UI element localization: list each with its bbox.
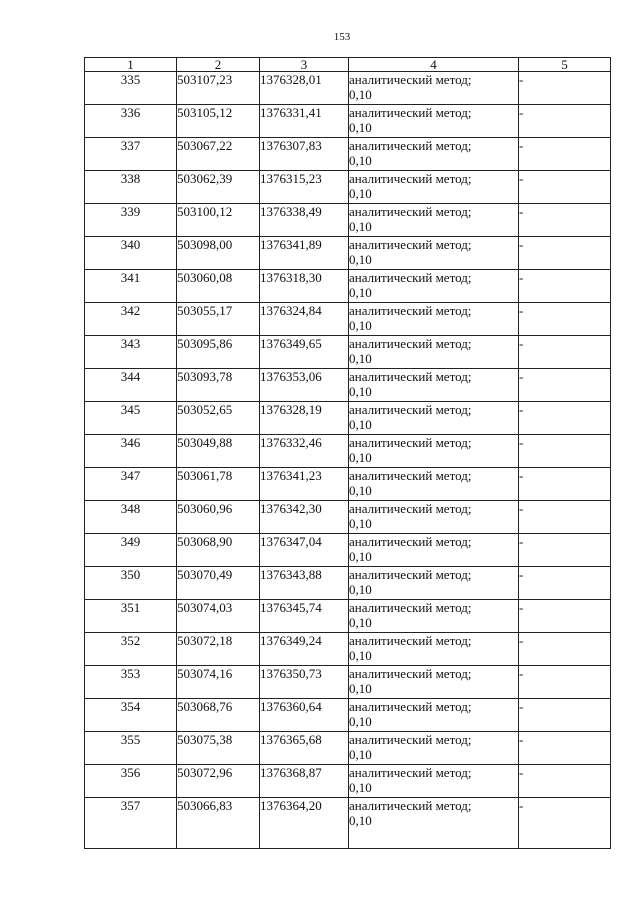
point-number-cell: 353 [85,666,177,699]
accuracy-text: 0,10 [349,285,372,300]
table-body [85,72,611,849]
method-text: аналитический метод; [349,732,472,747]
point-number-cell: 335 [85,72,177,105]
accuracy-text: 0,10 [349,549,372,564]
accuracy-text: 0,10 [349,153,372,168]
table-row [85,336,611,369]
note-cell: - [519,138,611,171]
table-row [85,567,611,600]
y-coordinate-cell: 1376324,84 [260,303,349,336]
y-coordinate-cell: 1376368,87 [260,765,349,798]
accuracy-text: 0,10 [349,219,372,234]
accuracy-text: 0,10 [349,384,372,399]
point-number-cell: 336 [85,105,177,138]
method-cell [349,204,519,237]
table-row [85,765,611,798]
table-row [85,600,611,633]
x-coordinate-cell: 503062,39 [177,171,260,204]
table-row [85,468,611,501]
x-coordinate-cell: 503061,78 [177,468,260,501]
point-number-cell: 346 [85,435,177,468]
y-coordinate-cell: 1376331,41 [260,105,349,138]
y-coordinate-cell: 1376341,89 [260,237,349,270]
method-text: аналитический метод; [349,105,472,120]
y-coordinate-cell: 1376338,49 [260,204,349,237]
accuracy-text: 0,10 [349,648,372,663]
method-text: аналитический метод; [349,501,472,516]
method-text: аналитический метод; [349,369,472,384]
method-cell [349,468,519,501]
point-number-cell: 341 [85,270,177,303]
note-cell: - [519,633,611,666]
point-number-cell: 352 [85,633,177,666]
y-coordinate-cell: 1376328,01 [260,72,349,105]
y-coordinate-cell: 1376315,23 [260,171,349,204]
accuracy-text: 0,10 [349,87,372,102]
method-text: аналитический метод; [349,336,472,351]
y-coordinate-cell: 1376349,24 [260,633,349,666]
y-coordinate-cell: 1376365,68 [260,732,349,765]
x-coordinate-cell: 503060,08 [177,270,260,303]
y-coordinate-cell: 1376328,19 [260,402,349,435]
method-cell [349,237,519,270]
note-cell: - [519,765,611,798]
method-cell [349,435,519,468]
method-text: аналитический метод; [349,567,472,582]
table-row [85,171,611,204]
note-cell: - [519,732,611,765]
x-coordinate-cell: 503107,23 [177,72,260,105]
method-text: аналитический метод; [349,402,472,417]
method-cell [349,336,519,369]
table-row [85,204,611,237]
note-cell: - [519,105,611,138]
point-number-cell: 340 [85,237,177,270]
note-cell: - [519,303,611,336]
accuracy-text: 0,10 [349,714,372,729]
y-coordinate-cell: 1376332,46 [260,435,349,468]
method-text: аналитический метод; [349,171,472,186]
table-row [85,732,611,765]
accuracy-text: 0,10 [349,681,372,696]
x-coordinate-cell: 503095,86 [177,336,260,369]
point-number-cell: 337 [85,138,177,171]
method-text: аналитический метод; [349,666,472,681]
x-coordinate-cell: 503074,16 [177,666,260,699]
column-header: 5 [519,58,611,72]
point-number-cell: 356 [85,765,177,798]
table-row [85,237,611,270]
point-number-cell: 345 [85,402,177,435]
point-number-cell: 357 [85,798,177,849]
x-coordinate-cell: 503070,49 [177,567,260,600]
note-cell: - [519,336,611,369]
note-cell: - [519,171,611,204]
note-cell: - [519,534,611,567]
x-coordinate-cell: 503055,17 [177,303,260,336]
y-coordinate-cell: 1376364,20 [260,798,349,849]
method-text: аналитический метод; [349,468,472,483]
x-coordinate-cell: 503066,83 [177,798,260,849]
x-coordinate-cell: 503049,88 [177,435,260,468]
point-number-cell: 348 [85,501,177,534]
method-cell [349,600,519,633]
method-text: аналитический метод; [349,72,472,87]
column-header: 2 [177,58,260,72]
table-header-row [85,58,611,72]
accuracy-text: 0,10 [349,483,372,498]
method-cell [349,534,519,567]
table-row [85,270,611,303]
accuracy-text: 0,10 [349,318,372,333]
x-coordinate-cell: 503072,96 [177,765,260,798]
method-text: аналитический метод; [349,435,472,450]
y-coordinate-cell: 1376345,74 [260,600,349,633]
table-row [85,666,611,699]
note-cell: - [519,369,611,402]
point-number-cell: 350 [85,567,177,600]
accuracy-text: 0,10 [349,813,372,828]
method-cell [349,270,519,303]
y-coordinate-cell: 1376341,23 [260,468,349,501]
table-row [85,435,611,468]
method-text: аналитический метод; [349,534,472,549]
method-text: аналитический метод; [349,765,472,780]
point-number-cell: 338 [85,171,177,204]
method-text: аналитический метод; [349,270,472,285]
x-coordinate-cell: 503052,65 [177,402,260,435]
method-cell [349,369,519,402]
note-cell: - [519,237,611,270]
x-coordinate-cell: 503105,12 [177,105,260,138]
table-row [85,633,611,666]
x-coordinate-cell: 503060,96 [177,501,260,534]
table-row [85,699,611,732]
method-cell [349,501,519,534]
note-cell: - [519,666,611,699]
note-cell: - [519,600,611,633]
y-coordinate-cell: 1376347,04 [260,534,349,567]
note-cell: - [519,270,611,303]
x-coordinate-cell: 503068,76 [177,699,260,732]
note-cell: - [519,204,611,237]
method-cell [349,732,519,765]
table-row [85,138,611,171]
accuracy-text: 0,10 [349,417,372,432]
method-cell [349,72,519,105]
accuracy-text: 0,10 [349,615,372,630]
note-cell: - [519,501,611,534]
accuracy-text: 0,10 [349,351,372,366]
accuracy-text: 0,10 [349,186,372,201]
column-header: 4 [349,58,519,72]
table-row [85,105,611,138]
note-cell: - [519,468,611,501]
accuracy-text: 0,10 [349,450,372,465]
method-cell [349,402,519,435]
x-coordinate-cell: 503075,38 [177,732,260,765]
note-cell: - [519,699,611,732]
point-number-cell: 349 [85,534,177,567]
y-coordinate-cell: 1376360,64 [260,699,349,732]
point-number-cell: 339 [85,204,177,237]
accuracy-text: 0,10 [349,747,372,762]
y-coordinate-cell: 1376350,73 [260,666,349,699]
point-number-cell: 354 [85,699,177,732]
method-cell [349,633,519,666]
note-cell: - [519,72,611,105]
method-text: аналитический метод; [349,600,472,615]
point-number-cell: 343 [85,336,177,369]
method-cell [349,303,519,336]
note-cell: - [519,567,611,600]
method-cell [349,666,519,699]
method-text: аналитический метод; [349,303,472,318]
x-coordinate-cell: 503093,78 [177,369,260,402]
point-number-cell: 347 [85,468,177,501]
accuracy-text: 0,10 [349,516,372,531]
point-number-cell: 342 [85,303,177,336]
y-coordinate-cell: 1376318,30 [260,270,349,303]
point-number-cell: 351 [85,600,177,633]
note-cell: - [519,798,611,849]
table-row [85,402,611,435]
method-text: аналитический метод; [349,699,472,714]
method-text: аналитический метод; [349,798,472,813]
table-row [85,501,611,534]
x-coordinate-cell: 503100,12 [177,204,260,237]
point-number-cell: 355 [85,732,177,765]
accuracy-text: 0,10 [349,120,372,135]
method-text: аналитический метод; [349,633,472,648]
method-cell [349,567,519,600]
table-row [85,798,611,849]
method-cell [349,699,519,732]
y-coordinate-cell: 1376349,65 [260,336,349,369]
x-coordinate-cell: 503072,18 [177,633,260,666]
y-coordinate-cell: 1376343,88 [260,567,349,600]
x-coordinate-cell: 503098,00 [177,237,260,270]
page-number: 153 [333,31,351,43]
y-coordinate-cell: 1376353,06 [260,369,349,402]
table-row [85,369,611,402]
accuracy-text: 0,10 [349,252,372,267]
x-coordinate-cell: 503074,03 [177,600,260,633]
column-header: 3 [260,58,349,72]
coordinates-table [84,57,611,849]
table-row [85,534,611,567]
method-text: аналитический метод; [349,237,472,252]
method-cell [349,138,519,171]
method-cell [349,798,519,849]
method-text: аналитический метод; [349,204,472,219]
column-header: 1 [85,58,177,72]
point-number-cell: 344 [85,369,177,402]
y-coordinate-cell: 1376307,83 [260,138,349,171]
method-cell [349,171,519,204]
method-cell [349,765,519,798]
accuracy-text: 0,10 [349,582,372,597]
method-cell [349,105,519,138]
y-coordinate-cell: 1376342,30 [260,501,349,534]
method-text: аналитический метод; [349,138,472,153]
x-coordinate-cell: 503068,90 [177,534,260,567]
note-cell: - [519,435,611,468]
table-row [85,303,611,336]
x-coordinate-cell: 503067,22 [177,138,260,171]
accuracy-text: 0,10 [349,780,372,795]
table-row [85,72,611,105]
note-cell: - [519,402,611,435]
